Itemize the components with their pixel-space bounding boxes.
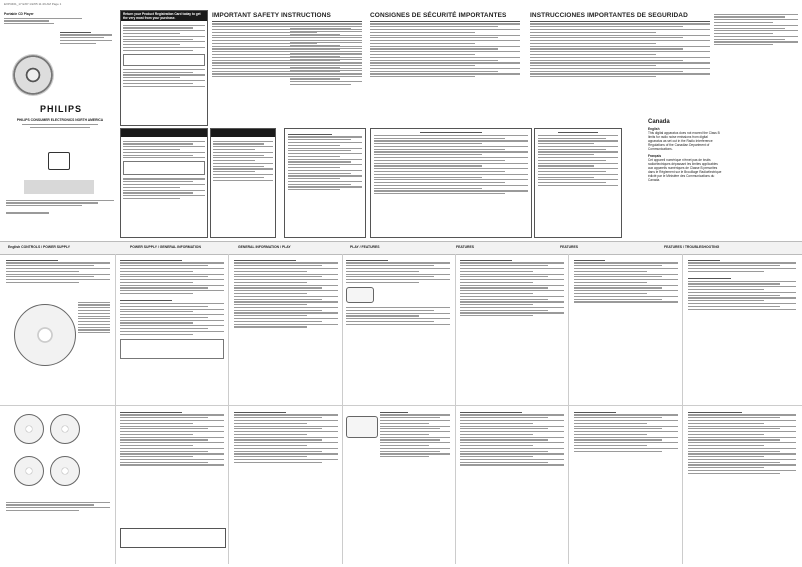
- play-steps: [380, 410, 450, 459]
- cd-player-illustration: [14, 304, 76, 366]
- brand-logo: PHILIPS: [40, 104, 83, 114]
- registration-panel: [4, 12, 116, 26]
- battery-column: [120, 410, 224, 467]
- register-header: Return your Product Registration Card today to get the very most from your purchase.: [121, 11, 207, 21]
- canada-heading: Canada: [648, 119, 670, 125]
- troubleshooting-column: [688, 410, 796, 476]
- canada-block: Canada English This digital apparatus does not exceed the Class B limits for radio noise emissions from digital apparatus as set out in the Radio Interference Regulations of the Canadian Department of Communications. Français Cet appareil numérique n'émet pas de bruits radioélectriques dépassant les limites applicables aux appareils numériques de Classe B prescrites dans le Règlement sur le Brouillage Radioélectrique édicté par le Ministère des Communications du Canada.: [648, 119, 722, 182]
- features-column-2: [574, 258, 678, 304]
- warranty-text: [60, 30, 112, 46]
- power-column: [120, 258, 224, 359]
- play-column: [346, 258, 450, 327]
- safety-fr-heading: CONSIGNES DE SÉCURITÉ IMPORTANTES: [370, 12, 507, 19]
- safety-en-heading: IMPORTANT SAFETY INSTRUCTIONS: [212, 12, 331, 19]
- radio-column: [574, 410, 678, 453]
- band-label-4: PLAY / FEATURES: [350, 245, 380, 249]
- band-label-1: English CONTROLS / POWER SUPPLY: [8, 245, 71, 249]
- step-disc-2: [50, 414, 80, 444]
- features-column-3: [688, 258, 796, 311]
- band-label-5: FEATURES: [456, 245, 475, 249]
- canada-french-body: Cet appareil numérique n'émet pas de bruits radioélectriques dépassant les limites applicables aux appareils numériques de Classe B prescrites dans le Règlement sur le Brouillage Radioélectrique édicté par le Ministère des Communications du Canada.: [648, 158, 722, 182]
- safety-spanish: [530, 12, 710, 79]
- section-band: [0, 241, 802, 255]
- registration-card-top: [120, 10, 208, 126]
- step-disc-1: [14, 414, 44, 444]
- company-name: PHILIPS CONSUMER ELECTRONICS NORTH AMERICA: [16, 118, 104, 122]
- band-label-7: FEATURES / TROUBLESHOOTING: [664, 245, 720, 249]
- band-label-3: GENERAL INFORMATION / PLAY: [238, 245, 291, 249]
- step-disc-3: [14, 456, 44, 486]
- safety-warning-box: [284, 128, 366, 238]
- crop-marks: EXP3461_17 EXP 1/2/05 11:49 AM Page 1: [4, 2, 62, 6]
- safety-fr-box: [370, 128, 532, 238]
- canada-column: [714, 12, 798, 47]
- earphones-column: [234, 410, 338, 464]
- general-info-column: [234, 258, 338, 329]
- company-block: [6, 118, 114, 130]
- canada-english-body: This digital apparatus does not exceed the Class B limits for radio noise emissions from digital apparatus as set out in the Radio Interference Regulations of the Canadian Department of Communications.: [648, 131, 720, 151]
- safety-es-heading: INSTRUCCIONES IMPORTANTES DE SEGURIDAD: [530, 12, 688, 19]
- selecting-column: [460, 410, 564, 467]
- registration-card-bottom: [120, 128, 208, 238]
- features-column-1: [460, 258, 564, 318]
- recycle-icon: [48, 152, 70, 170]
- caution-box: [120, 528, 226, 548]
- band-label-2: POWER SUPPLY / GENERAL INFORMATION: [130, 245, 201, 249]
- step-disc-4: [50, 456, 80, 486]
- product-code: Portable CD Player: [4, 12, 34, 16]
- safety-es-box: [534, 128, 622, 238]
- player-illustration-1: [346, 416, 378, 438]
- safety-french: [370, 12, 520, 79]
- fan-illustration: [12, 54, 54, 96]
- spanish-card: [210, 128, 276, 238]
- band-label-6: FEATURES: [560, 245, 579, 249]
- controls-column: [6, 258, 110, 285]
- notice-box: [24, 180, 94, 194]
